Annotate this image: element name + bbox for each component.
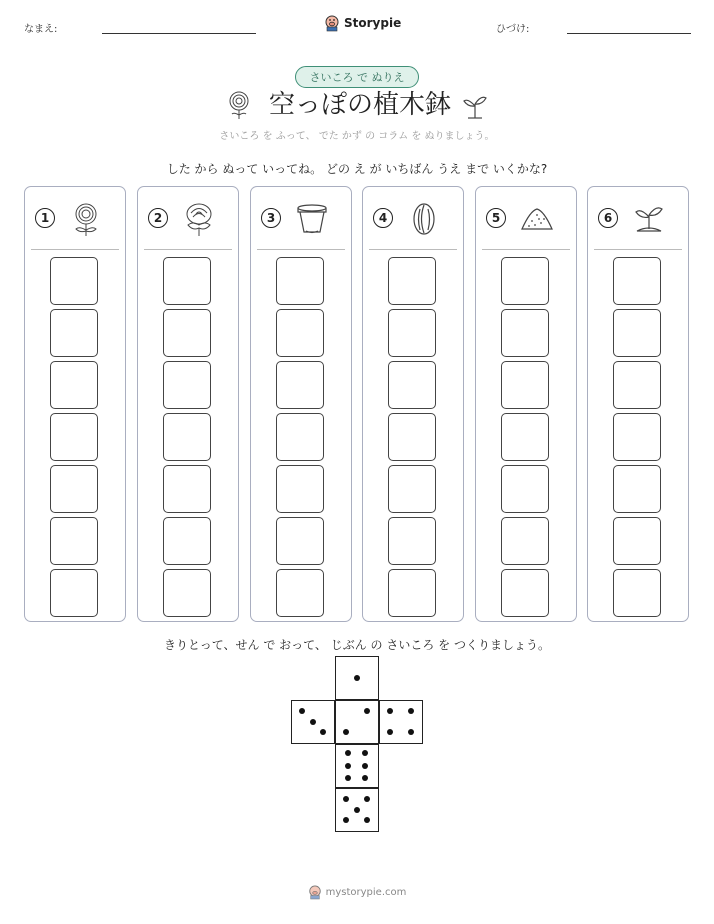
soil-pile-icon [520, 201, 554, 237]
pip [345, 750, 351, 756]
dice-face-4 [379, 700, 423, 744]
color-box[interactable] [388, 361, 436, 409]
color-box[interactable] [613, 413, 661, 461]
color-box[interactable] [501, 257, 549, 305]
pip [387, 729, 393, 735]
logo-text: Storypie [344, 16, 402, 30]
color-box[interactable] [163, 361, 211, 409]
dice-face-1 [335, 656, 379, 700]
pip [343, 729, 349, 735]
date-line[interactable] [567, 33, 691, 34]
color-box[interactable] [163, 257, 211, 305]
color-box[interactable] [501, 465, 549, 513]
pip [408, 708, 414, 714]
column-number: 3 [261, 208, 281, 228]
logo [324, 13, 414, 33]
dice-face-3 [291, 700, 335, 744]
column-divider [257, 249, 345, 250]
dice-column-2 [137, 186, 239, 622]
pip [310, 719, 316, 725]
color-box[interactable] [163, 413, 211, 461]
color-box[interactable] [50, 517, 98, 565]
activity-badge: さいころ で ぬりえ [295, 66, 419, 88]
pip [320, 729, 326, 735]
dice-column-1 [24, 186, 126, 622]
color-box[interactable] [388, 517, 436, 565]
chrysanthemum-icon [69, 201, 103, 237]
dice-column-4 [362, 186, 464, 622]
pip [343, 796, 349, 802]
dice-column-3 [250, 186, 352, 622]
column-divider [31, 249, 119, 250]
dice-column-6 [587, 186, 689, 622]
column-number: 4 [373, 208, 393, 228]
column-number: 6 [598, 208, 618, 228]
pip [345, 775, 351, 781]
empty-flowerpot-icon [295, 201, 329, 237]
dice-face-5 [335, 788, 379, 832]
color-box[interactable] [50, 569, 98, 617]
pip [345, 763, 351, 769]
color-box[interactable] [50, 309, 98, 357]
pip [362, 775, 368, 781]
pip [354, 675, 360, 681]
subtitle: さいころ を ふって、 でた かず の コラム を ぬりましょう。 [219, 131, 495, 142]
column-divider [594, 249, 682, 250]
peony-icon [182, 201, 216, 237]
color-box[interactable] [276, 517, 324, 565]
pip [364, 796, 370, 802]
pip [299, 708, 305, 714]
pip [343, 817, 349, 823]
page-title: 空っぽの植木鉢 [268, 90, 451, 120]
column-divider [369, 249, 457, 250]
column-number: 5 [486, 208, 506, 228]
pig-mascot-icon [308, 884, 322, 900]
color-box[interactable] [50, 361, 98, 409]
pig-mascot-icon [324, 14, 340, 32]
sprout-icon [462, 92, 488, 120]
sprout-icon [632, 201, 666, 237]
color-box[interactable] [501, 569, 549, 617]
pip [364, 708, 370, 714]
seed-icon [407, 201, 441, 237]
column-divider [144, 249, 232, 250]
color-box[interactable] [50, 413, 98, 461]
color-box[interactable] [276, 569, 324, 617]
color-box[interactable] [388, 465, 436, 513]
column-number: 1 [35, 208, 55, 228]
color-box[interactable] [613, 309, 661, 357]
name-label: なまえ: [24, 24, 58, 35]
cut-instruction: きりとって、せん で おって、 じぶん の さいころ を つくりましょう。 [164, 638, 550, 652]
pip [362, 750, 368, 756]
column-number: 2 [148, 208, 168, 228]
chrysanthemum-icon [226, 90, 252, 120]
pip [408, 729, 414, 735]
color-box[interactable] [163, 465, 211, 513]
dice-face-2 [335, 700, 379, 744]
color-box[interactable] [388, 257, 436, 305]
footer-url[interactable]: mystorypie.com [325, 886, 407, 898]
color-box[interactable] [613, 465, 661, 513]
name-line[interactable] [102, 33, 256, 34]
date-label: ひづけ: [496, 24, 530, 35]
pip [354, 807, 360, 813]
pip [364, 817, 370, 823]
color-box[interactable] [50, 465, 98, 513]
dice-column-5 [475, 186, 577, 622]
color-box[interactable] [276, 309, 324, 357]
dice-face-6 [335, 744, 379, 788]
color-box[interactable] [276, 465, 324, 513]
pip [387, 708, 393, 714]
footer [0, 884, 714, 900]
color-box[interactable] [613, 257, 661, 305]
color-box[interactable] [276, 361, 324, 409]
color-box[interactable] [163, 517, 211, 565]
color-box[interactable] [163, 309, 211, 357]
color-box[interactable] [276, 413, 324, 461]
color-box[interactable] [388, 413, 436, 461]
color-box[interactable] [501, 413, 549, 461]
instruction: した から ぬって いってね。 どの え が いちばん うえ まで いくかな? [166, 162, 548, 176]
color-box[interactable] [613, 517, 661, 565]
color-box[interactable] [163, 569, 211, 617]
pip [362, 763, 368, 769]
column-divider [482, 249, 570, 250]
color-box[interactable] [388, 309, 436, 357]
color-box[interactable] [613, 569, 661, 617]
color-box[interactable] [613, 361, 661, 409]
color-box[interactable] [388, 569, 436, 617]
color-box[interactable] [276, 257, 324, 305]
color-box[interactable] [501, 361, 549, 409]
color-box[interactable] [501, 517, 549, 565]
color-box[interactable] [50, 257, 98, 305]
color-box[interactable] [501, 309, 549, 357]
